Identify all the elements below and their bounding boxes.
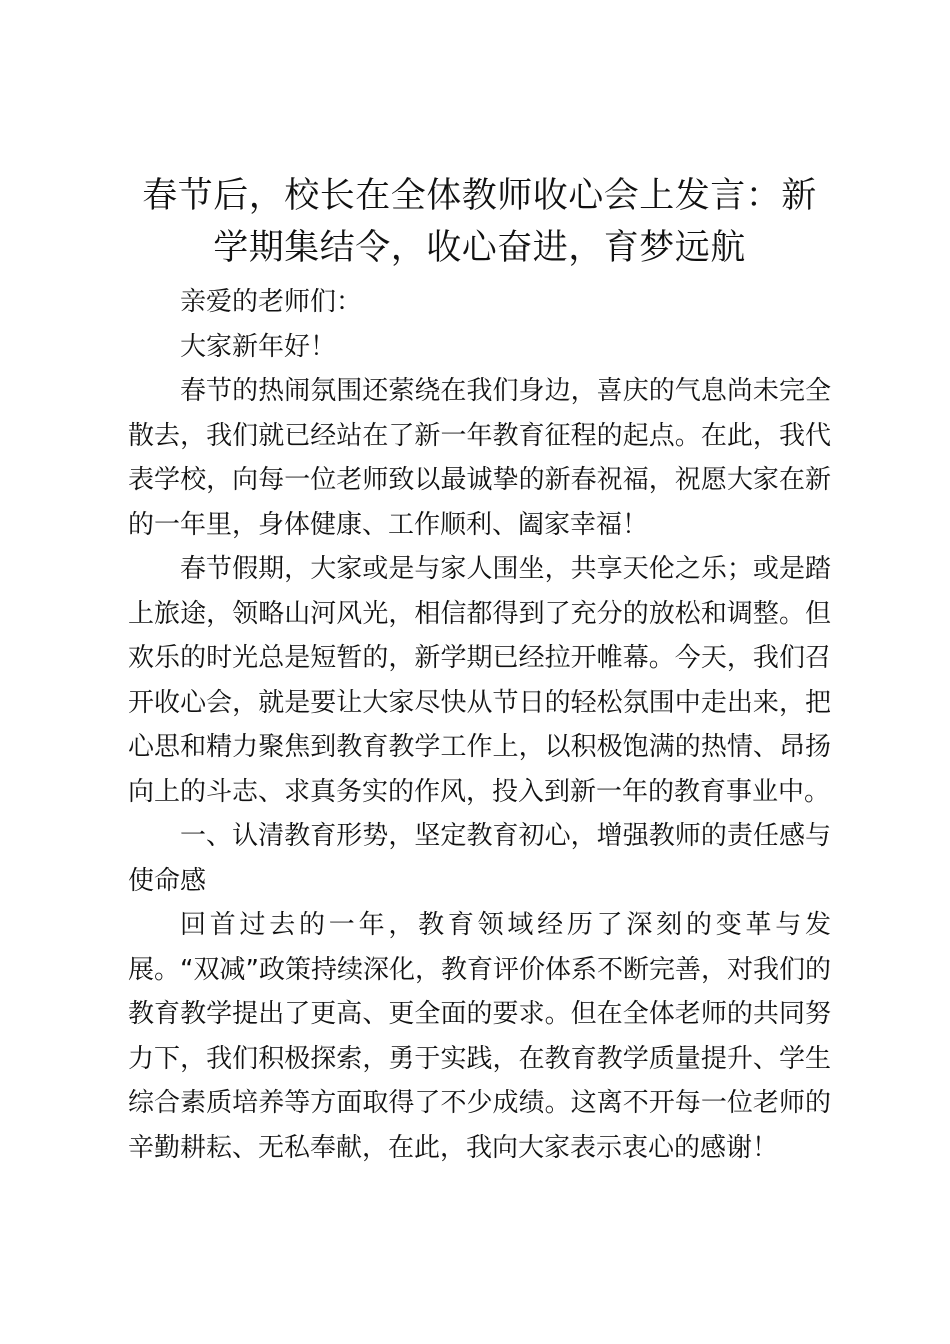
paragraph-year-review: 回首过去的一年，教育领域经历了深刻的变革与发展。“双减”政策持续深化，教育评价体系不断完善，对我们的教育教学提出了更高、更全面的要求。但在全体老师的共同努力下，我们积极探索，勇于实践，在教育教学质量提升、学生综合素质培养等方面取得了不少成绩。这离不开每一位老师的辛勤耕耘、无私奉献，在此，我向大家表示衷心的感谢！ [128,910,831,1163]
paragraph-new-year-blessing: 春节的热闹氛围还萦绕在我们身边，喜庆的气息尚未完全散去，我们就已经站在了新一年教育征程的起点。在此，我代表学校，向每一位老师致以最诚挚的新春祝福，祝愿大家在新的一年里，身体健康、工作顺利、阖家幸福！ [128,376,831,540]
greeting: 大家新年好！ [180,331,337,362]
document-body [128,170,831,1170]
section-heading-1: 一、认清教育形势，坚定教育初心，增强教师的责任感与使命感 [128,821,831,896]
salutation: 亲爱的老师们： [180,287,363,317]
paragraph-holiday-reflection: 春节假期，大家或是与家人围坐，共享天伦之乐；或是踏上旅途，领略山河风光，相信都得到了充分的放松和调整。但欢乐的时光总是短暂的，新学期已经拉开帷幕。今天，我们召开收心会，就是要让大家尽快从节日的轻松氛围中走出来，把心思和精力聚焦到教育教学工作上，以积极饱满的热情、昂扬向上的斗志、求真务实的作风，投入到新一年的教育事业中。 [128,554,831,807]
document-title: 春节后，校长在全体教师收心会上发言：新学期集结令，收心奋进，育梦远航 [142,176,817,268]
